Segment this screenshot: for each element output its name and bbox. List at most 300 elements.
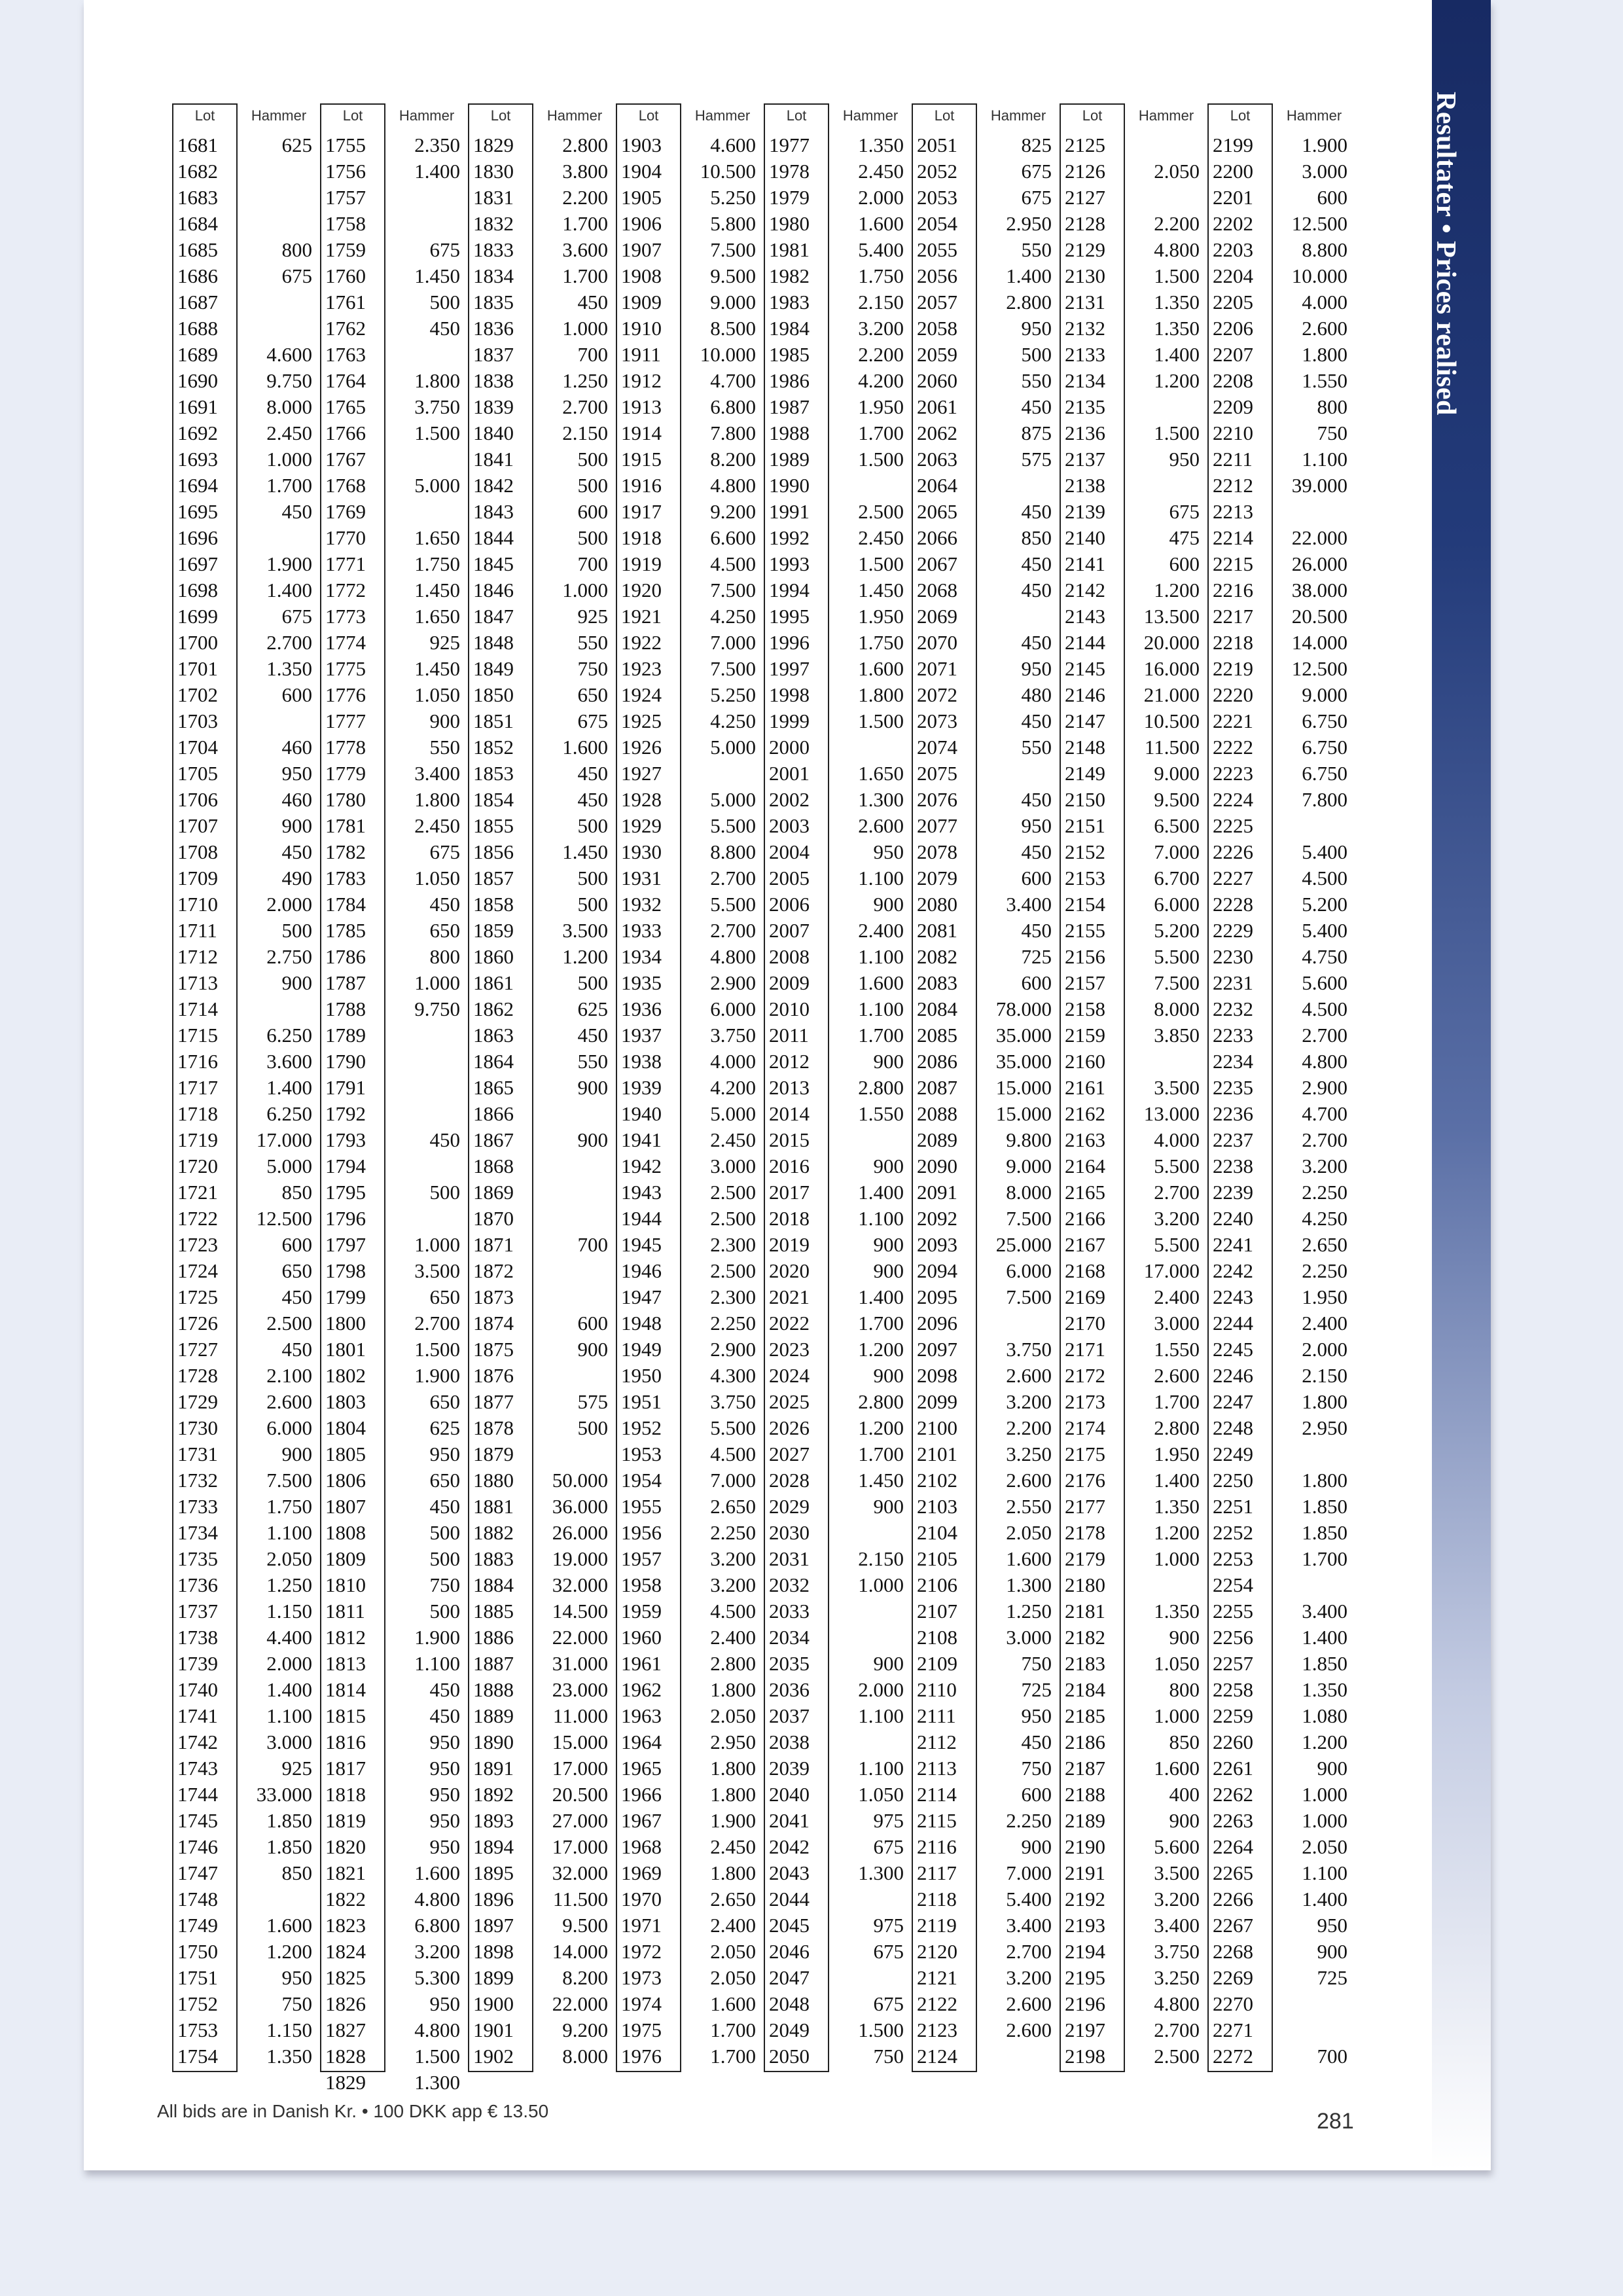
lot-number: 2047 <box>769 1966 810 1989</box>
hammer-price: 17.000 <box>552 1757 608 1780</box>
hammer-price: 4.600 <box>710 134 756 156</box>
lot-number: 1710 <box>177 893 218 916</box>
hammer-price: 1.350 <box>1154 1495 1200 1518</box>
lot-number: 1972 <box>621 1940 662 1963</box>
lot-number: 2055 <box>917 238 957 261</box>
hammer-price: 2.200 <box>1006 1416 1052 1439</box>
hammer-price: 4.200 <box>710 1076 756 1099</box>
hammer-header: Hammer <box>694 107 751 124</box>
lot-number: 1725 <box>177 1285 218 1308</box>
lot-number: 2088 <box>917 1102 957 1125</box>
lot-number: 1724 <box>177 1259 218 1282</box>
hammer-price: 625 <box>577 997 608 1020</box>
lot-number: 2068 <box>917 579 957 601</box>
lot-number: 2073 <box>917 709 957 732</box>
hammer-price <box>830 473 904 499</box>
lot-number: 2237 <box>1213 1128 1253 1151</box>
hammer-price: 500 <box>577 474 608 497</box>
hammer-price: 550 <box>429 736 460 759</box>
hammer-price <box>1274 1991 1347 2017</box>
hammer-price: 12.500 <box>1291 657 1347 680</box>
hammer-price: 6.000 <box>710 997 756 1020</box>
hammer-price: 2.000 <box>266 1652 312 1675</box>
hammer-price: 1.900 <box>414 1364 460 1387</box>
lot-number: 2129 <box>1065 238 1105 261</box>
lot-number: 1935 <box>621 971 662 994</box>
lot-number: 2262 <box>1213 1783 1253 1806</box>
lot-number: 2270 <box>1213 1992 1253 2015</box>
hammer-price <box>239 708 312 734</box>
hammer-price <box>387 446 460 473</box>
hammer-price: 2.900 <box>710 1338 756 1361</box>
lot-number: 1834 <box>473 264 514 287</box>
lot-number: 1731 <box>177 1443 218 1465</box>
lot-number: 2233 <box>1213 1024 1253 1047</box>
lot-number: 1936 <box>621 997 662 1020</box>
lot-number: 2106 <box>917 1573 957 1596</box>
hammer-price: 675 <box>1169 500 1200 523</box>
lot-number: 1827 <box>325 2018 366 2041</box>
lot-number: 1712 <box>177 945 218 968</box>
lot-number: 1835 <box>473 291 514 314</box>
lot-number: 2209 <box>1213 395 1253 418</box>
hammer-price: 4.250 <box>710 605 756 628</box>
hammer-price: 500 <box>281 919 312 942</box>
hammer-price: 2.400 <box>1302 1312 1347 1335</box>
hammer-price: 1.150 <box>266 2018 312 2041</box>
hammer-price: 8.000 <box>1006 1181 1052 1204</box>
lot-number: 1853 <box>473 762 514 785</box>
hammer-price <box>535 1206 608 1232</box>
hammer-price: 2.000 <box>1302 1338 1347 1361</box>
lot-number: 1743 <box>177 1757 218 1780</box>
lot-number: 1741 <box>177 1704 218 1727</box>
lot-number: 1913 <box>621 395 662 418</box>
lot-number: 2197 <box>1065 2018 1105 2041</box>
hammer-price: 1.000 <box>858 1573 904 1596</box>
lot-number: 1719 <box>177 1128 218 1151</box>
hammer-price: 4.700 <box>1302 1102 1347 1125</box>
hammer-price: 7.800 <box>710 422 756 444</box>
lot-number: 1868 <box>473 1155 514 1177</box>
lot-number: 1851 <box>473 709 514 732</box>
hammer-price: 1.000 <box>1154 1704 1200 1727</box>
lot-number: 2022 <box>769 1312 810 1335</box>
hammer-price: 2.500 <box>1154 2045 1200 2068</box>
hammer-price: 625 <box>281 134 312 156</box>
hammer-price: 1.800 <box>858 683 904 706</box>
hammer-price: 800 <box>1317 395 1347 418</box>
lot-number: 1747 <box>177 1861 218 1884</box>
lot-number: 2236 <box>1213 1102 1253 1125</box>
lot-number: 2227 <box>1213 867 1253 889</box>
lot-number: 1733 <box>177 1495 218 1518</box>
lot-number: 2113 <box>917 1757 957 1780</box>
lot-number: 1829 <box>473 134 514 156</box>
hammer-price <box>830 1729 904 1755</box>
lot-number: 2028 <box>769 1469 810 1492</box>
hammer-price: 21.000 <box>1143 683 1200 706</box>
lot-number: 2071 <box>917 657 957 680</box>
hammer-price: 900 <box>577 1128 608 1151</box>
hammer-price: 975 <box>873 1914 904 1937</box>
hammer-price: 2.800 <box>858 1390 904 1413</box>
hammer-price <box>978 2043 1052 2070</box>
hammer-price: 4.000 <box>1154 1128 1200 1151</box>
lot-number: 1879 <box>473 1443 514 1465</box>
lot-number: 1728 <box>177 1364 218 1387</box>
lot-number: 1956 <box>621 1521 662 1544</box>
lot-number: 1959 <box>621 1600 662 1623</box>
lot-number: 1739 <box>177 1652 218 1675</box>
hammer-price: 2.200 <box>1154 212 1200 235</box>
lot-number: 1837 <box>473 343 514 366</box>
hammer-price: 1.350 <box>858 134 904 156</box>
lot-number: 1744 <box>177 1783 218 1806</box>
hammer-price: 4.200 <box>858 369 904 392</box>
hammer-price: 50.000 <box>552 1469 608 1492</box>
hammer-price: 8.200 <box>710 448 756 471</box>
lot-number: 1968 <box>621 1835 662 1858</box>
hammer-price: 7.500 <box>710 238 756 261</box>
hammer-price: 1.000 <box>562 317 608 340</box>
hammer-price <box>239 211 312 237</box>
lot-number: 2034 <box>769 1626 810 1649</box>
hammer-price: 800 <box>429 945 460 968</box>
hammer-price: 38.000 <box>1291 579 1347 601</box>
hammer-price: 26.000 <box>552 1521 608 1544</box>
hammer-price: 1.800 <box>414 369 460 392</box>
hammer-price <box>1126 185 1200 211</box>
hammer-price: 750 <box>1317 422 1347 444</box>
hammer-price: 3.500 <box>414 1259 460 1282</box>
hammer-price: 925 <box>281 1757 312 1780</box>
hammer-price: 8.200 <box>562 1966 608 1989</box>
lot-number: 2092 <box>917 1207 957 1230</box>
lot-number: 2126 <box>1065 160 1105 183</box>
hammer-price: 9.750 <box>414 997 460 1020</box>
lot-number: 1912 <box>621 369 662 392</box>
lot-number: 2098 <box>917 1364 957 1387</box>
hammer-price: 2.550 <box>1006 1495 1052 1518</box>
hammer-price: 5.500 <box>1154 1233 1200 1256</box>
hammer-price: 2.450 <box>710 1835 756 1858</box>
hammer-price: 750 <box>1021 1757 1052 1780</box>
lot-number: 2228 <box>1213 893 1253 916</box>
hammer-price: 650 <box>429 1285 460 1308</box>
hammer-price: 650 <box>429 919 460 942</box>
hammer-price: 800 <box>281 238 312 261</box>
lot-header: Lot <box>786 107 807 124</box>
hammer-price: 1.300 <box>858 1861 904 1884</box>
hammer-price: 1.350 <box>1154 291 1200 314</box>
hammer-price: 1.750 <box>266 1495 312 1518</box>
hammer-price: 1.800 <box>1302 343 1347 366</box>
lot-number: 1755 <box>325 134 366 156</box>
hammer-price <box>830 1598 904 1624</box>
lot-number: 2256 <box>1213 1626 1253 1649</box>
lot-number: 2191 <box>1065 1861 1105 1884</box>
hammer-price <box>387 1049 460 1075</box>
lot-number: 1939 <box>621 1076 662 1099</box>
lot-number: 1998 <box>769 683 810 706</box>
hammer-price: 6.750 <box>1302 736 1347 759</box>
lot-number: 1866 <box>473 1102 514 1125</box>
lot-number: 1768 <box>325 474 366 497</box>
lot-number: 2257 <box>1213 1652 1253 1675</box>
hammer-price: 6.500 <box>1154 814 1200 837</box>
hammer-price: 1.900 <box>1302 134 1347 156</box>
hammer-price: 1.400 <box>1302 1888 1347 1910</box>
hammer-price: 19.000 <box>552 1547 608 1570</box>
hammer-price: 12.500 <box>1291 212 1347 235</box>
hammer-price: 1.800 <box>710 1783 756 1806</box>
hammer-price: 575 <box>577 1390 608 1413</box>
hammer-price: 2.650 <box>710 1888 756 1910</box>
hammer-price: 1.200 <box>1154 369 1200 392</box>
lot-number: 1992 <box>769 526 810 549</box>
lot-number: 1895 <box>473 1861 514 1884</box>
lot-number: 1906 <box>621 212 662 235</box>
hammer-price: 750 <box>1021 1652 1052 1675</box>
lot-number: 1715 <box>177 1024 218 1047</box>
lot-number: 2027 <box>769 1443 810 1465</box>
lot-number: 2049 <box>769 2018 810 2041</box>
hammer-price: 950 <box>1021 317 1052 340</box>
lot-number: 1999 <box>769 709 810 732</box>
lot-number: 1962 <box>621 1678 662 1701</box>
hammer-price: 675 <box>1021 186 1052 209</box>
lot-number: 1696 <box>177 526 218 549</box>
lot-number: 2261 <box>1213 1757 1253 1780</box>
hammer-price: 2.900 <box>1302 1076 1347 1099</box>
hammer-price: 850 <box>1021 526 1052 549</box>
lot-number: 1840 <box>473 422 514 444</box>
lot-number: 1742 <box>177 1731 218 1753</box>
lot-number: 1960 <box>621 1626 662 1649</box>
lot-number: 2195 <box>1065 1966 1105 1989</box>
hammer-price: 2.500 <box>710 1181 756 1204</box>
lot-number: 1902 <box>473 2045 514 2068</box>
hammer-price: 26.000 <box>1291 552 1347 575</box>
lot-number: 1874 <box>473 1312 514 1335</box>
lot-number: 2212 <box>1213 474 1253 497</box>
hammer-price: 6.750 <box>1302 709 1347 732</box>
hammer-price: 3.200 <box>710 1573 756 1596</box>
lot-number: 1989 <box>769 448 810 471</box>
lot-number: 1778 <box>325 736 366 759</box>
hammer-price: 750 <box>873 2045 904 2068</box>
lot-number: 1854 <box>473 788 514 811</box>
hammer-price: 4.600 <box>266 343 312 366</box>
lot-number: 1780 <box>325 788 366 811</box>
hammer-price: 2.200 <box>858 343 904 366</box>
hammer-price: 2.650 <box>1302 1233 1347 1256</box>
hammer-price: 6.700 <box>1154 867 1200 889</box>
lot-number: 2225 <box>1213 814 1253 837</box>
hammer-price: 2.000 <box>858 186 904 209</box>
lot-number: 1882 <box>473 1521 514 1544</box>
lot-number: 1686 <box>177 264 218 287</box>
hammer-price: 1.600 <box>1006 1547 1052 1570</box>
hammer-price: 1.700 <box>858 1443 904 1465</box>
hammer-price: 5.000 <box>710 1102 756 1125</box>
lot-number: 1695 <box>177 500 218 523</box>
hammer-price: 500 <box>577 1416 608 1439</box>
hammer-price: 500 <box>577 448 608 471</box>
hammer-price: 5.200 <box>1154 919 1200 942</box>
hammer-price <box>830 734 904 761</box>
hammer-price: 2.700 <box>1302 1128 1347 1151</box>
lot-number: 2019 <box>769 1233 810 1256</box>
hammer-price: 16.000 <box>1143 657 1200 680</box>
lot-number: 1996 <box>769 631 810 654</box>
lot-number: 1875 <box>473 1338 514 1361</box>
lot-number: 1963 <box>621 1704 662 1727</box>
hammer-price: 500 <box>577 526 608 549</box>
hammer-price: 1.450 <box>414 657 460 680</box>
hammer-price: 650 <box>429 1390 460 1413</box>
hammer-price: 4.000 <box>1302 291 1347 314</box>
lot-number: 1690 <box>177 369 218 392</box>
lot-number: 1815 <box>325 1704 366 1727</box>
hammer-price: 1.450 <box>858 1469 904 1492</box>
hammer-price: 2.050 <box>1302 1835 1347 1858</box>
lot-number: 2151 <box>1065 814 1105 837</box>
lot-number: 2269 <box>1213 1966 1253 1989</box>
lot-number: 1776 <box>325 683 366 706</box>
lot-number: 2211 <box>1213 448 1253 471</box>
hammer-price: 1.050 <box>414 683 460 706</box>
hammer-price: 2.400 <box>858 919 904 942</box>
hammer-price: 1.400 <box>858 1181 904 1204</box>
hammer-price: 3.250 <box>1154 1966 1200 1989</box>
hammer-price: 900 <box>873 1233 904 1256</box>
hammer-price: 2.450 <box>710 1128 756 1151</box>
hammer-price <box>830 1127 904 1153</box>
lot-number: 2182 <box>1065 1626 1105 1649</box>
lot-number: 1829 <box>325 2071 366 2094</box>
hammer-price: 1.600 <box>710 1992 756 2015</box>
hammer-price: 700 <box>1317 2045 1347 2068</box>
hammer-price <box>978 603 1052 630</box>
hammer-price: 1.100 <box>858 1757 904 1780</box>
hammer-price: 1.850 <box>266 1835 312 1858</box>
lot-number: 2101 <box>917 1443 957 1465</box>
lot-number: 1864 <box>473 1050 514 1073</box>
hammer-price: 1.750 <box>858 264 904 287</box>
hammer-price: 2.500 <box>858 500 904 523</box>
lot-number: 2219 <box>1213 657 1253 680</box>
lot-number: 1924 <box>621 683 662 706</box>
lot-number: 1889 <box>473 1704 514 1727</box>
hammer-price <box>239 1886 312 1912</box>
hammer-price: 450 <box>577 788 608 811</box>
lot-number: 1750 <box>177 1940 218 1963</box>
hammer-price: 5.500 <box>710 1416 756 1439</box>
lot-number: 1977 <box>769 134 810 156</box>
hammer-price: 2.650 <box>710 1495 756 1518</box>
lot-number: 1773 <box>325 605 366 628</box>
lot-number: 2200 <box>1213 160 1253 183</box>
hammer-price: 650 <box>429 1469 460 1492</box>
lot-number: 1978 <box>769 160 810 183</box>
hammer-price: 1.700 <box>710 2018 756 2041</box>
lot-number: 2029 <box>769 1495 810 1518</box>
hammer-price: 1.100 <box>858 1207 904 1230</box>
lot-number: 2196 <box>1065 1992 1105 2015</box>
hammer-price: 17.000 <box>552 1835 608 1858</box>
lot-number: 2161 <box>1065 1076 1105 1099</box>
lot-number: 1927 <box>621 762 662 785</box>
lot-number: 1896 <box>473 1888 514 1910</box>
lot-number: 1990 <box>769 474 810 497</box>
lot-number: 1796 <box>325 1207 366 1230</box>
lot-number: 2083 <box>917 971 957 994</box>
lot-number: 2147 <box>1065 709 1105 732</box>
hammer-price: 1.400 <box>266 579 312 601</box>
hammer-price: 2.700 <box>414 1312 460 1335</box>
hammer-price: 550 <box>1021 736 1052 759</box>
hammer-price <box>239 315 312 342</box>
hammer-price: 900 <box>281 814 312 837</box>
lot-number: 1693 <box>177 448 218 471</box>
hammer-price: 850 <box>281 1181 312 1204</box>
hammer-price: 1.600 <box>1154 1757 1200 1780</box>
column-pair <box>912 103 1060 2073</box>
hammer-price: 13.000 <box>1143 1102 1200 1125</box>
lot-number: 1692 <box>177 422 218 444</box>
hammer-price: 5.500 <box>1154 1155 1200 1177</box>
lot-number: 1698 <box>177 579 218 601</box>
hammer-price: 27.000 <box>552 1809 608 1832</box>
hammer-price <box>387 1206 460 1232</box>
hammer-price: 5.300 <box>414 1966 460 1989</box>
hammer-price: 3.800 <box>562 160 608 183</box>
hammer-price: 6.600 <box>710 526 756 549</box>
hammer-price: 550 <box>577 631 608 654</box>
hammer-price: 4.800 <box>1302 1050 1347 1073</box>
hammer-price: 900 <box>1021 1835 1052 1858</box>
lot-number: 2271 <box>1213 2018 1253 2041</box>
hammer-price: 10.500 <box>1143 709 1200 732</box>
lot-number: 2031 <box>769 1547 810 1570</box>
lot-number: 2109 <box>917 1652 957 1675</box>
hammer-price: 78.000 <box>995 997 1052 1020</box>
hammer-price: 2.050 <box>710 1940 756 1963</box>
lot-number: 1863 <box>473 1024 514 1047</box>
lot-number: 1788 <box>325 997 366 1020</box>
lot-number: 2204 <box>1213 264 1253 287</box>
lot-number: 2042 <box>769 1835 810 1858</box>
hammer-price: 3.600 <box>266 1050 312 1073</box>
lot-number: 1955 <box>621 1495 662 1518</box>
lot-number: 2164 <box>1065 1155 1105 1177</box>
lot-number: 2243 <box>1213 1285 1253 1308</box>
lot-number: 2222 <box>1213 736 1253 759</box>
lot-number: 2238 <box>1213 1155 1253 1177</box>
lot-number: 1856 <box>473 840 514 863</box>
hammer-header: Hammer <box>842 107 899 124</box>
hammer-price: 900 <box>1317 1757 1347 1780</box>
lot-number: 2162 <box>1065 1102 1105 1125</box>
lot-number: 2250 <box>1213 1469 1253 1492</box>
hammer-price <box>1274 2017 1347 2043</box>
hammer-price: 5.500 <box>710 814 756 837</box>
lot-number: 2229 <box>1213 919 1253 942</box>
lot-number: 1857 <box>473 867 514 889</box>
hammer-price: 2.800 <box>1154 1416 1200 1439</box>
